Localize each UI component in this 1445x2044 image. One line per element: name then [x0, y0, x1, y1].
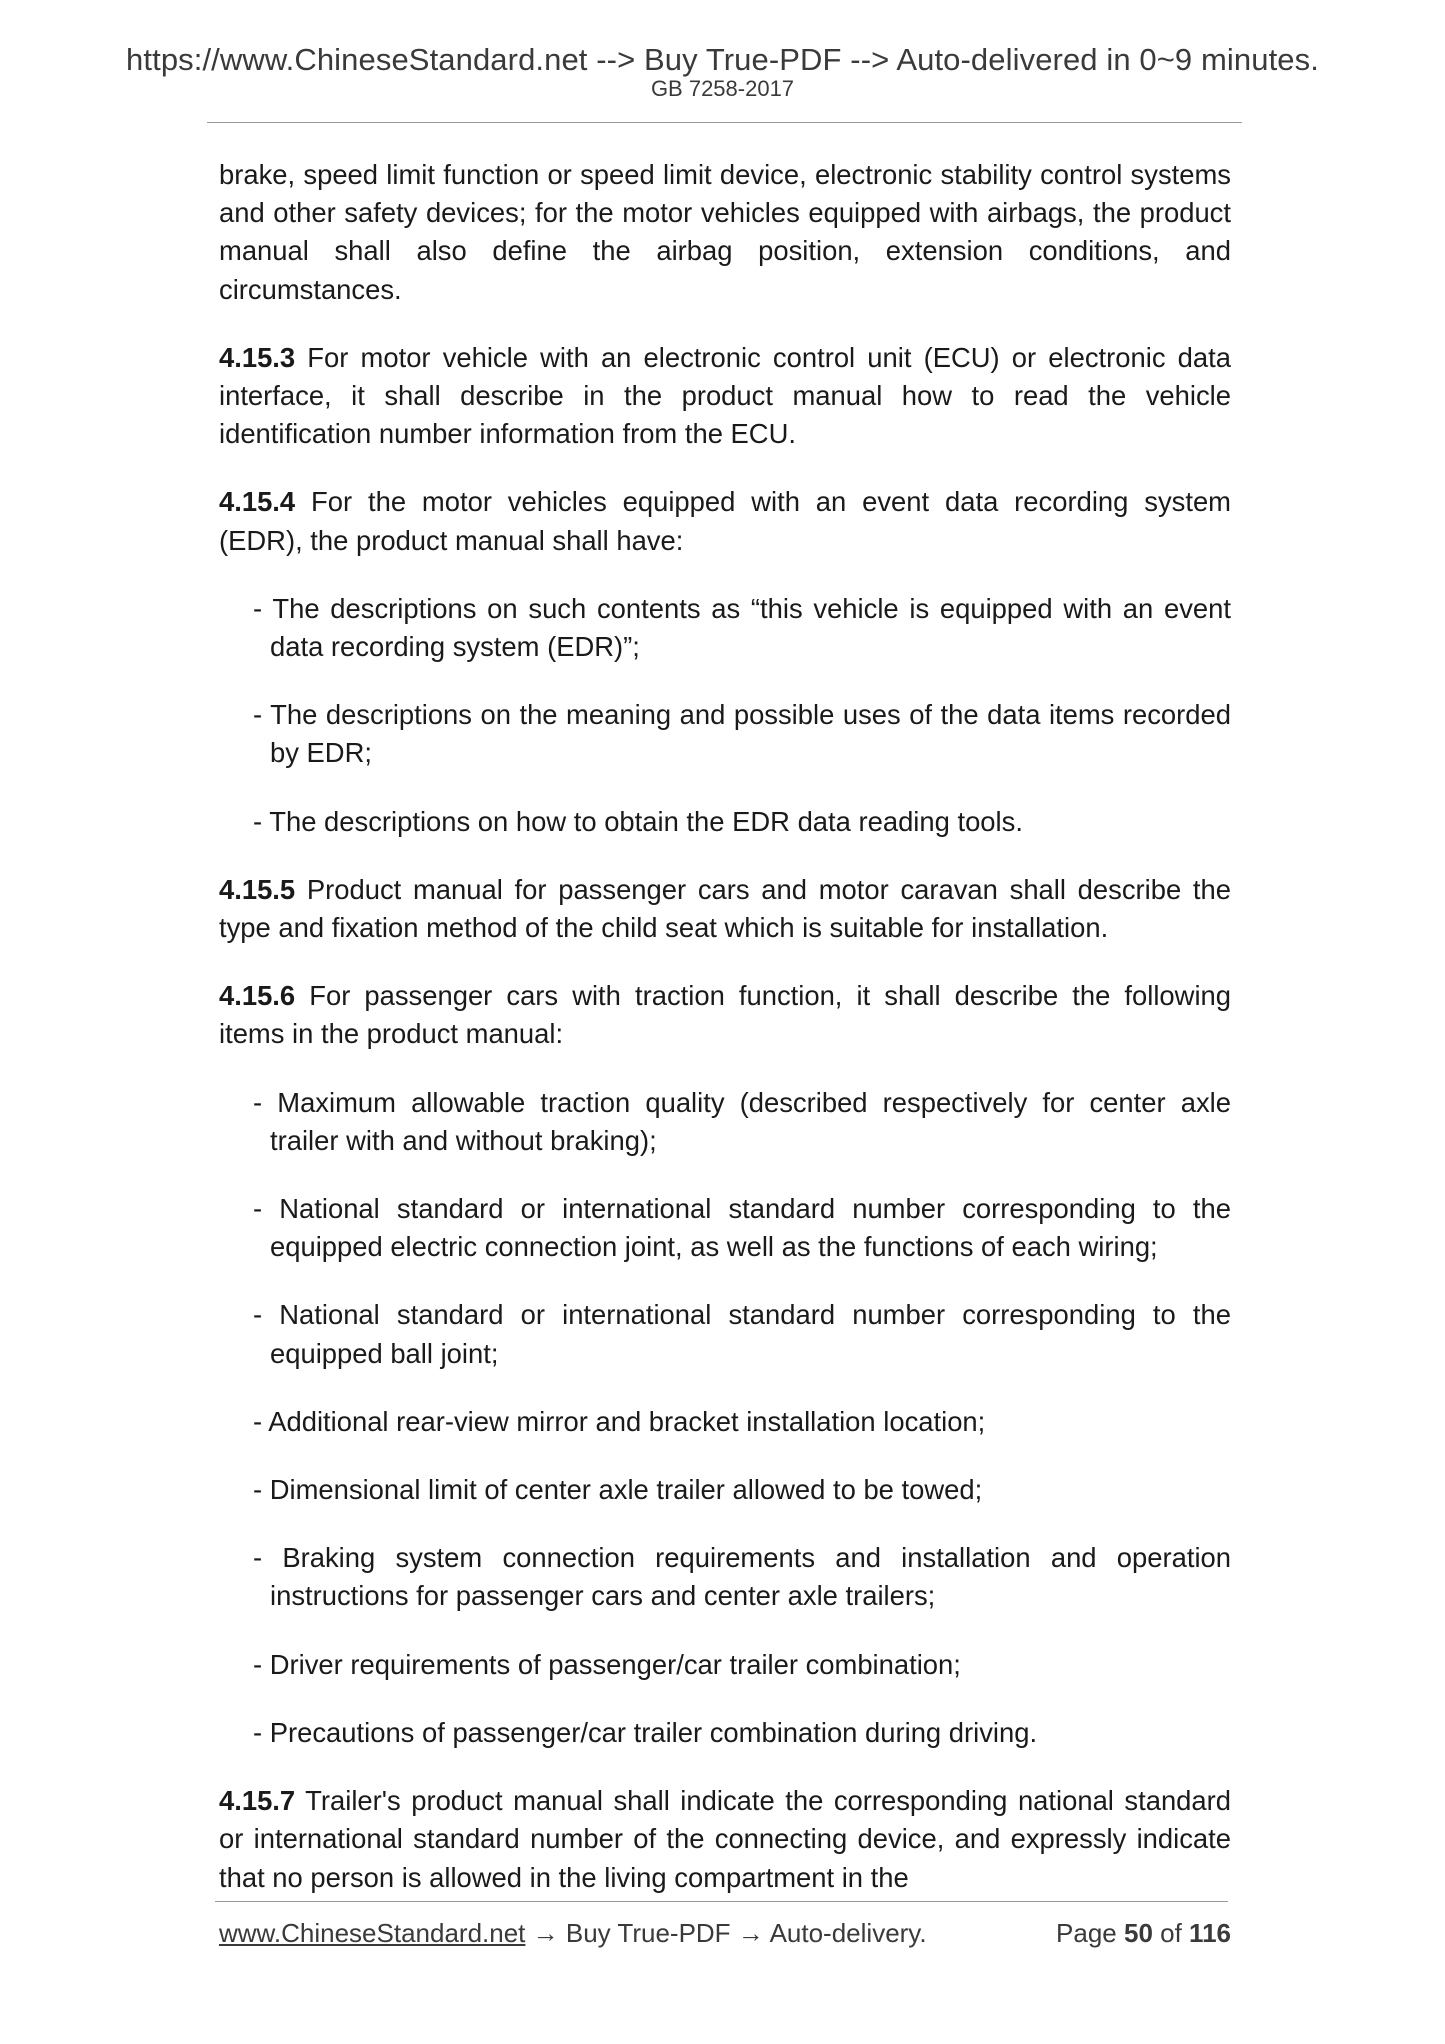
- clause-text: Product manual for passenger cars and motor caravan shall describe the type and fixation method of the child seat which is suitable for installation.: [219, 873, 1231, 944]
- clause-4-15-5: [219, 871, 1231, 947]
- page-indicator: [1056, 1918, 1231, 1949]
- list-item: - The descriptions on the meaning and possible uses of the data items recorded by EDR;: [253, 699, 1231, 769]
- page-of: of: [1152, 1918, 1190, 1948]
- clause-4-15-6: [219, 977, 1231, 1053]
- clause-number: 4.15.4: [219, 486, 296, 518]
- clause-number: 4.15.3: [219, 341, 296, 373]
- list-item: - The descriptions on how to obtain the EDR data reading tools.: [253, 805, 1023, 837]
- page-label: Page: [1056, 1918, 1124, 1948]
- page-total: 116: [1189, 1918, 1231, 1948]
- intro-paragraph: brake, speed limit function or speed limit device, electronic stability control systems and other safety devices; for the motor vehicles equipped with airbags, the product manual shall also define the airbag position, extension conditions, and circumstances.: [219, 159, 1231, 305]
- list-item: - Braking system connection requirements and installation and operation instructions for passenger cars and center axle trailers;: [253, 1542, 1231, 1612]
- page-footer: [219, 1918, 1231, 1949]
- list-item: - Maximum allowable traction quality (described respectively for center axle trailer with and without braking);: [253, 1086, 1231, 1156]
- footer-divider: [215, 1901, 1228, 1902]
- clause-4-15-3: [219, 339, 1231, 454]
- clause-number: 4.15.5: [219, 873, 296, 905]
- clause-text: For the motor vehicles equipped with an event data recording system (EDR), the product manual shall have:: [219, 486, 1231, 556]
- document-body: [219, 156, 1231, 1927]
- clause-number: 4.15.6: [219, 980, 296, 1012]
- clause-4-15-7: [219, 1782, 1231, 1897]
- list-item: - Additional rear-view mirror and bracket installation location;: [253, 1405, 986, 1437]
- clause-4-15-4: [219, 483, 1231, 559]
- header-divider: [207, 122, 1242, 123]
- list-item: - Dimensional limit of center axle trailer allowed to be towed;: [253, 1474, 983, 1506]
- list-item: - Precautions of passenger/car trailer combination during driving.: [253, 1716, 1038, 1748]
- list-item: - National standard or international standard number corresponding to the equipped ball joint;: [253, 1299, 1231, 1369]
- list-item: - National standard or international standard number corresponding to the equipped electric connection joint, as well as the functions of each wiring;: [253, 1193, 1231, 1263]
- footer-site-link[interactable]: www.ChineseStandard.net: [219, 1918, 526, 1948]
- document-code: GB 7258-2017: [650, 76, 795, 101]
- page-current: 50: [1123, 1918, 1153, 1948]
- footer-tagline: → Buy True-PDF → Auto-delivery.: [525, 1918, 927, 1948]
- list-item: - The descriptions on such contents as “this vehicle is equipped with an event data recording system (EDR)”;: [253, 592, 1231, 663]
- clause-text: For motor vehicle with an electronic control unit (ECU) or electronic data interface, it shall describe in the product manual how to read the vehicle identification number information from the ECU.: [219, 341, 1231, 450]
- clause-number: 4.15.7: [219, 1785, 296, 1817]
- clause-text: Trailer's product manual shall indicate the corresponding national standard or international standard number of the connecting device, and expressly indicate that no person is allowed in the living compartment in the: [219, 1785, 1231, 1893]
- top-banner: https://www.ChineseStandard.net --> Buy True-PDF --> Auto-delivered in 0~9 minutes.: [126, 42, 1319, 77]
- clause-text: For passenger cars with traction function, it shall describe the following items in the product manual:: [219, 980, 1231, 1050]
- list-item: - Driver requirements of passenger/car trailer combination;: [253, 1648, 961, 1680]
